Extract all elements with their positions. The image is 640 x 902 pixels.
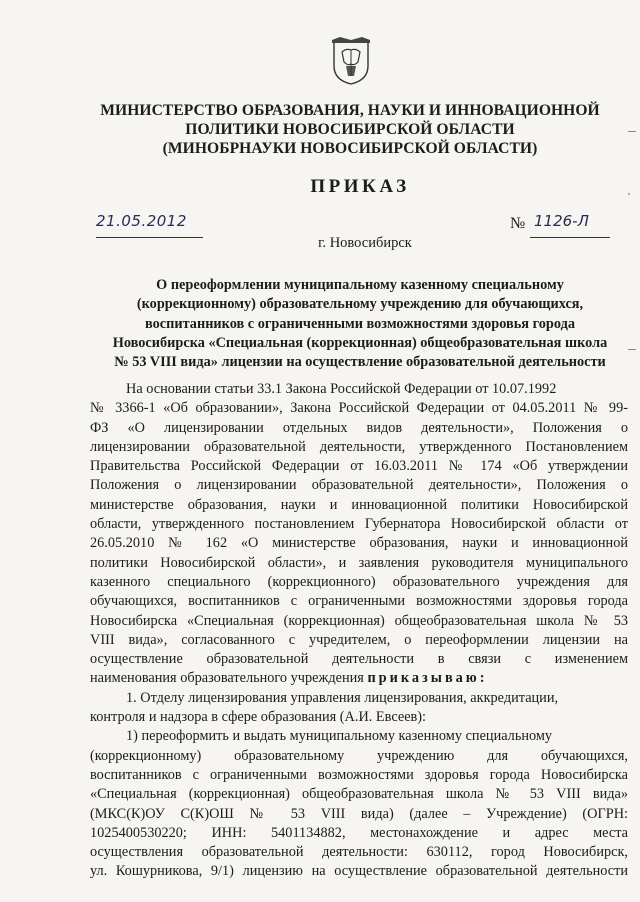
body-line: обучающихся, воспитанников с ограниченными возможностями здоровья города (90, 593, 628, 610)
ministry-line-2: ПОЛИТИКИ НОВОСИБИРСКОЙ ОБЛАСТИ (185, 121, 515, 138)
body-line: VIII вида», согласованного с учредителем, о переоформлении лицензии на (90, 631, 628, 648)
ministry-header (100, 101, 600, 158)
subject-line: (коррекционному) образовательному учреждению для обучающихся, (136, 296, 584, 313)
coat-of-arms-icon (330, 36, 372, 86)
item-line: 1025400530220; ИНН: 5401134882, местонахождение и адрес места (90, 824, 628, 841)
subject-line: № 53 VIII вида» лицензии на осуществление образовательной деятельности (114, 354, 606, 371)
item-line: (коррекционному) образовательному учреждению для обучающихся, (90, 747, 628, 764)
city: г. Новосибирск (318, 235, 412, 251)
item-line: контроля и надзора в сфере образования (А.И. Евсеев): (90, 709, 427, 726)
item-line: (МКС(К)ОУ С(К)ОШ № 53 VIII вида) (далее – Учреждение) (ОГРН: (90, 805, 628, 822)
body-line: На основании статьи 33.1 Закона Российской Федерации от 10.07.1992 (126, 381, 557, 397)
body-line: осуществление образовательной деятельности в связи с изменением (90, 651, 628, 668)
body-line: Правительства Российской Федерации от 16.03.2011 № 174 «Об утверждении (90, 458, 628, 475)
margin-mark (628, 131, 636, 132)
body-line: области, утвержденного постановлением Губернатора Новосибирской области от (90, 516, 628, 533)
order-number: 1126-Л (534, 212, 589, 230)
ministry-line-3: (МИНОБРНАУКИ НОВОСИБИРСКОЙ ОБЛАСТИ) (162, 140, 538, 157)
body-line: Новосибирска «Специальная (коррекционная) общеобразовательная школа № 53 (90, 612, 628, 629)
number-sign: № (510, 215, 526, 232)
item-line: 1. Отделу лицензирования управления лицензирования, аккредитации, (126, 689, 559, 706)
body-line: Положения о лицензировании образовательной деятельности», Положения о (90, 477, 628, 494)
body-line: лицензировании образовательной деятельности, утвержденного Постановлением (90, 438, 628, 455)
item-line: воспитанников с ограниченными возможностями здоровья города Новосибирска (90, 766, 628, 783)
item-line: осуществления образовательной деятельности: 630112, город Новосибирск, (90, 844, 628, 861)
order-subject (90, 276, 630, 372)
body-line: № 3366-1 «Об образовании», Закона Российской Федерации от 04.05.2011 № 99- (90, 400, 628, 417)
body-line: казенного специального (коррекционного) образовательного учреждения для (90, 573, 628, 590)
item-line: ул. Кошурникова, 9/1) лицензию на осуществление образовательной деятельности (90, 863, 628, 880)
scan-speck (628, 193, 630, 195)
body-line: 26.05.2010 № 162 «О министерстве образования, науки и инновационной (90, 535, 628, 552)
order-word: приказываю: (367, 670, 488, 687)
item-line: 1) переоформить и выдать муниципальному казенному специальному (126, 728, 553, 745)
subject-line: О переоформлении муниципальному казенному специальному (156, 277, 564, 293)
body-line: ФЗ «О лицензировании отдельных видов деятельности», Положения о (90, 419, 628, 436)
ministry-line-1: МИНИСТЕРСТВО ОБРАЗОВАНИЯ, НАУКИ И ИННОВАЦИОННОЙ (100, 102, 600, 119)
subject-line: воспитанников с ограниченными возможностями здоровья города (145, 315, 575, 332)
body-line-last (90, 669, 628, 688)
margin-mark (628, 349, 636, 350)
body-line: политики Новосибирской области», и заявления руководителя муниципального (90, 554, 628, 571)
subject-line: Новосибирска «Специальная (коррекционная) общеобразовательная школа (112, 334, 608, 351)
order-title: ПРИКАЗ (310, 176, 410, 197)
body-line: наименования образовательного учреждения (90, 670, 364, 687)
body-line: министерстве образования, науки и инновационной политики Новосибирской (90, 496, 628, 513)
order-date: 21.05.2012 (96, 212, 187, 230)
order-body (90, 380, 628, 882)
item-line: «Специальная (коррекционная) общеобразовательная школа № 53 VIII вида» (90, 786, 628, 803)
